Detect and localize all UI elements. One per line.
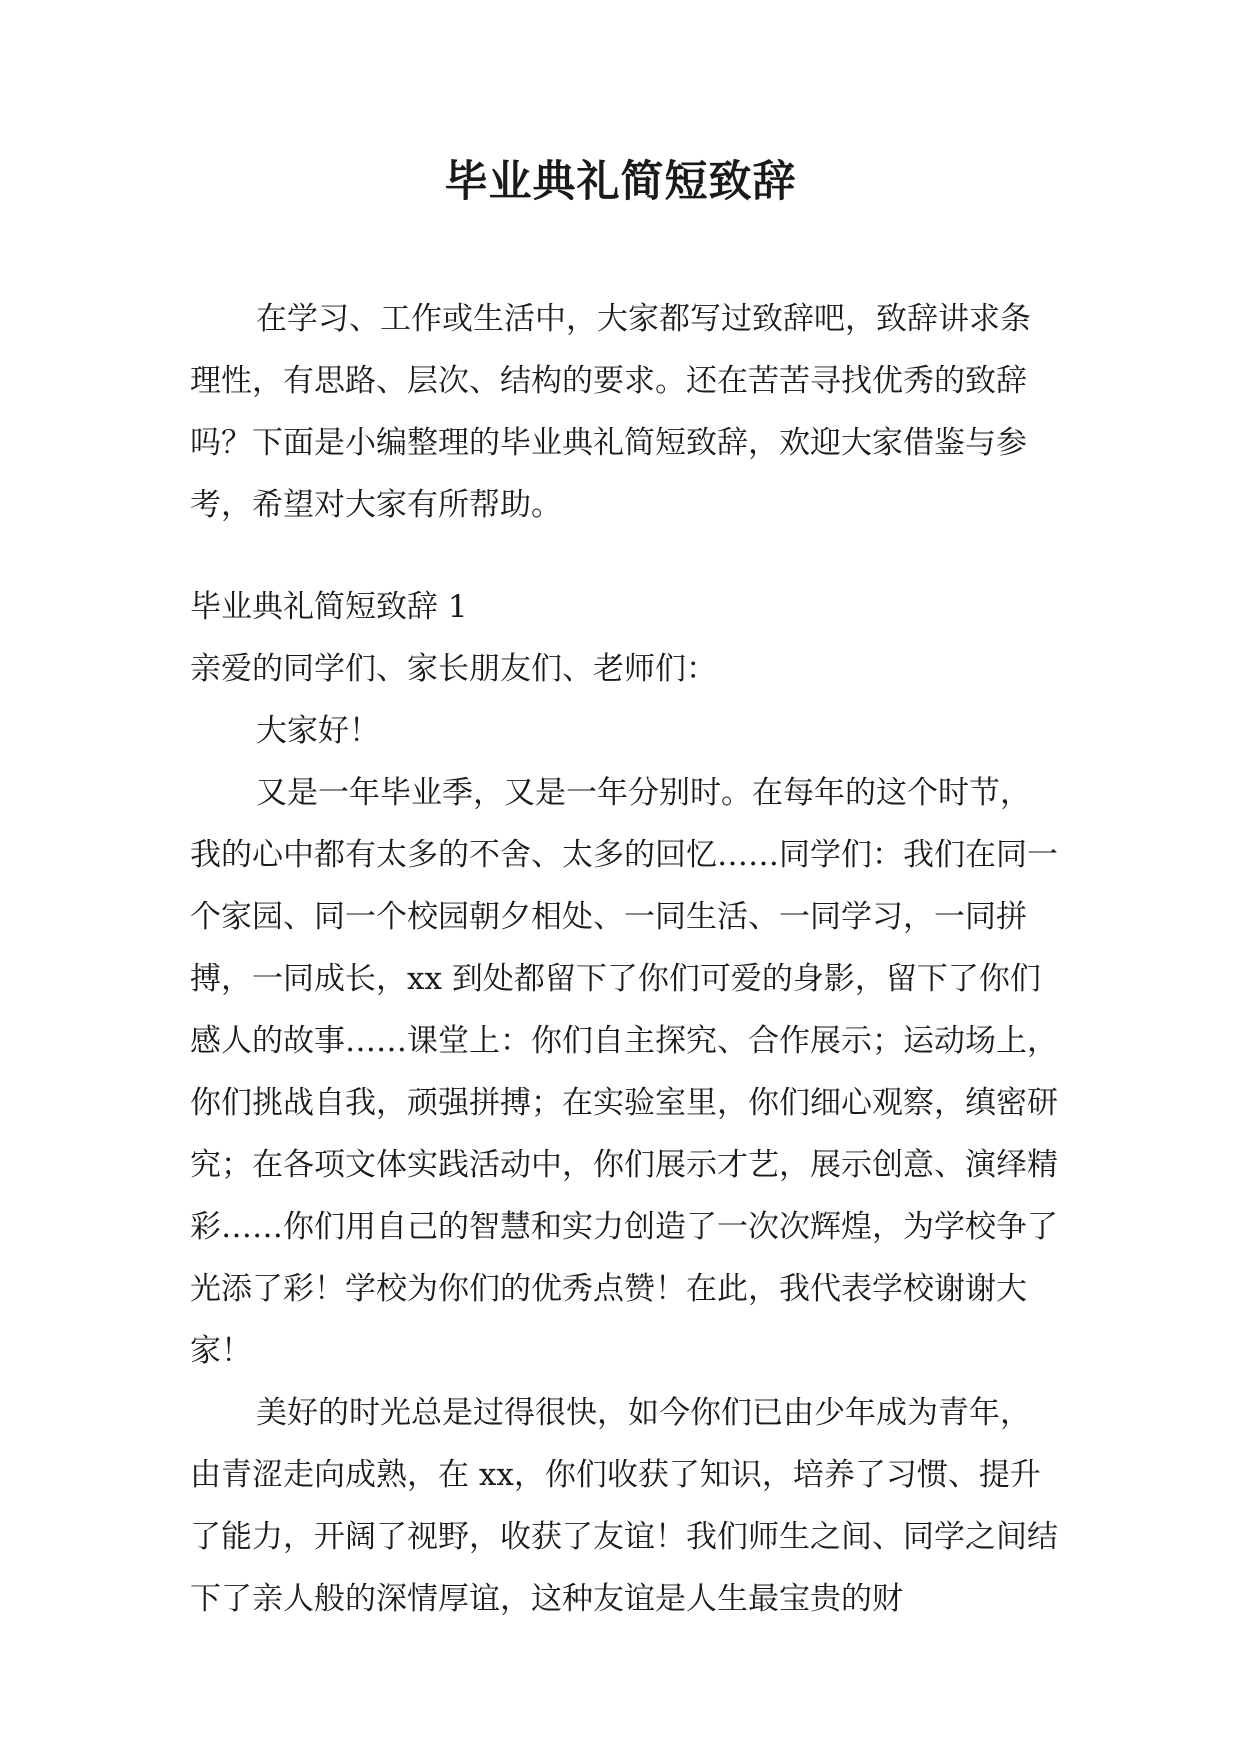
greeting: 大家好！ <box>256 713 380 749</box>
speech-paragraph-2: 美好的时光总是过得很快，如今你们已由少年成为青年，由青涩走向成熟，在 xx，你们收获了知识，培养了习惯、提升了能力，开阔了视野，收获了友谊！我们师生之间、同学之间结下了亲人般的深情厚谊，这种友谊是人生最宝贵的财 <box>190 1395 1058 1617</box>
speech-paragraph-1: 又是一年毕业季，又是一年分别时。在每年的这个时节，我的心中都有太多的不舍、太多的回忆……同学们：我们在同一个家园、同一个校园朝夕相处、一同生活、一同学习，一同拼搏，一同成长，xx 到处都留下了你们可爱的身影，留下了你们感人的故事……课堂上：你们自主探究、合作展示；运动场上，你们挑战自我，顽强拼搏；在实验室里，你们细心观察，缜密研究；在各项文体实践活动中，你们展示才艺，展示创意、演绎精彩……你们用自己的智慧和实力创造了一次次辉煌，为学校争了光添了彩！学校为你们的优秀点赞！在此，我代表学校谢谢大家！ <box>190 775 1058 1369</box>
page-title: 毕业典礼简短致辞 <box>444 157 797 207</box>
salutation: 亲爱的同学们、家长朋友们、老师们： <box>190 651 717 687</box>
intro-section <box>190 288 1060 536</box>
section-heading: 毕业典礼简短致辞 1 <box>190 589 468 625</box>
intro-paragraph: 在学习、工作或生活中，大家都写过致辞吧，致辞讲求条理性，有思路、层次、结构的要求。还在苦苦寻找优秀的致辞吗？下面是小编整理的毕业典礼简短致辞，欢迎大家借鉴与参考，希望对大家有所帮助。 <box>190 301 1031 523</box>
speech-body <box>190 638 1060 1630</box>
